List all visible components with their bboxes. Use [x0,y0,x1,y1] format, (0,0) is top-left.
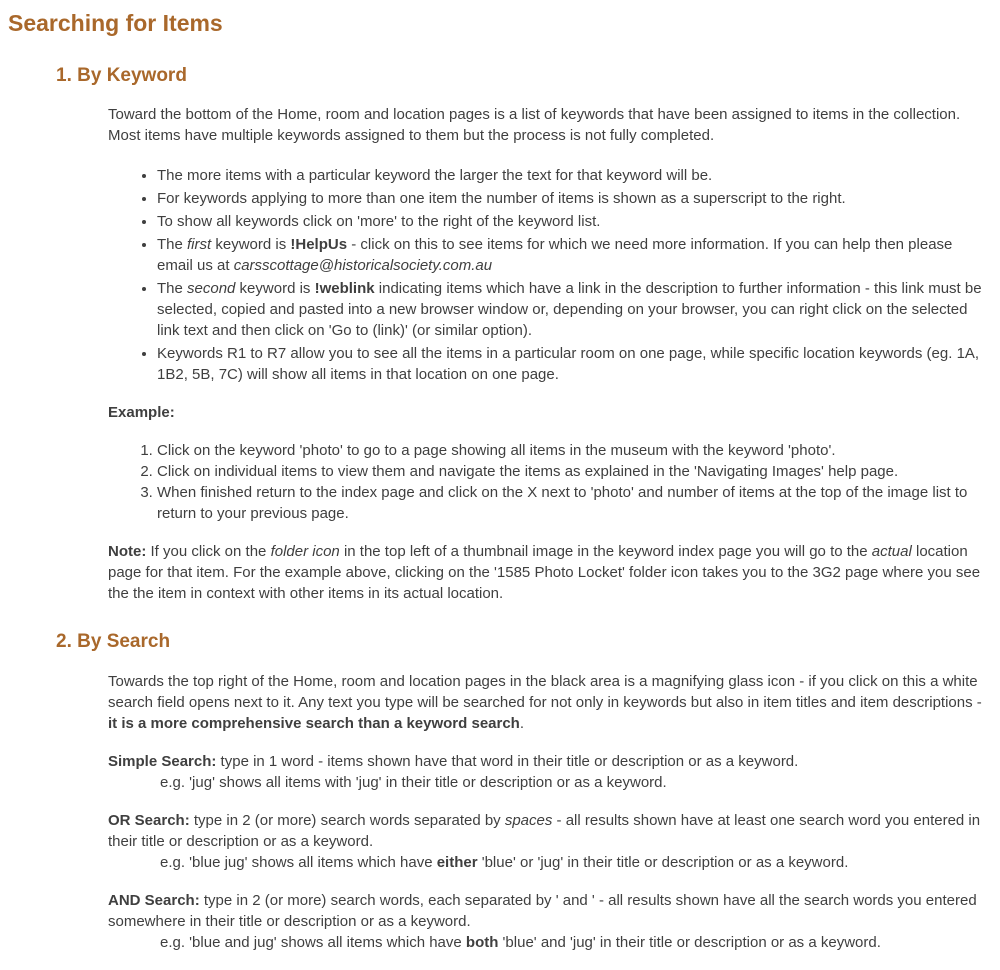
and-search-block [108,890,984,953]
section-heading-by-search: 2. By Search [56,631,171,653]
or-search-block [108,810,984,873]
list-item: 1. Click on the keyword 'photo' to go to a page showing all items in the museum with the keyword 'photo'. [157,440,984,461]
section-body-by-search [108,671,984,953]
example-label: Example: [108,404,175,422]
or-search-description: OR Search: type in 2 (or more) search words separated by spaces - all results shown have at least one search word you entered in their title or description or as a keyword. [108,812,981,851]
list-item: • The first keyword is !HelpUs - click on this to see items for which we need more information. If you can help then please email us at carsscottage@historicalsociety.com.au [157,234,984,276]
section-by-keyword [8,65,984,605]
section-heading-by-keyword: 1. By Keyword [56,64,187,86]
or-search-example: e.g. 'blue jug' shows all items which have either 'blue' or 'jug' in their title or description or as a keyword. [160,854,849,872]
list-item: • To show all keywords click on 'more' to the right of the keyword list. [157,211,984,232]
section-body-by-keyword [108,104,984,604]
and-search-description: AND Search: type in 2 (or more) search words, each separated by ' and ' - all results shown have all the search words you entered somewhere in their title or description or as a keyword. [108,892,977,931]
section-by-search [8,631,984,953]
simple-search-description: Simple Search: type in 1 word - items shown have that word in their title or description or as a keyword. [108,753,799,771]
keyword-bullet-list [108,165,984,385]
help-page [8,10,984,953]
list-item: 2. Click on individual items to view them and navigate the items as explained in the 'Navigating Images' help page. [157,461,984,482]
list-item: 3. When finished return to the index page and click on the X next to 'photo' and number of items at the top of the image list to return to your previous page. [157,482,984,524]
list-item: • The more items with a particular keyword the larger the text for that keyword will be. [157,165,984,186]
note-paragraph: Note: If you click on the folder icon in the top left of a thumbnail image in the keyword index page you will go to the actual location page for that item. For the example above, clicking on the '1585 Photo Locket' folder icon takes you to the 3G2 page where you see the the item in context with other items in its actual location. [108,543,981,603]
and-search-example: e.g. 'blue and jug' shows all items which have both 'blue' and 'jug' in their title or description or as a keyword. [160,934,881,952]
page-title: Searching for Items [8,10,223,36]
search-intro-paragraph: Towards the top right of the Home, room and location pages in the black area is a magnifying glass icon - if you click on this a white search field opens next to it. Any text you type will be searched for not only in keywords but also in item titles and item descriptions - it is a more comprehensive search than a keyword search. [108,673,982,733]
simple-search-block [108,751,984,793]
simple-search-example: e.g. 'jug' shows all items with 'jug' in their title or description or as a keyword. [160,774,667,792]
list-item: • The second keyword is !weblink indicating items which have a link in the description to further information - this link must be selected, copied and pasted into a new browser window or, depending on your browser, you can right click on the selected link text and then click on 'Go to (link)' (or similar option). [157,278,984,341]
list-item: • Keywords R1 to R7 allow you to see all the items in a particular room on one page, while specific location keywords (eg. 1A, 1B2, 5B, 7C) will show all items in that location on one page. [157,343,984,385]
example-step-list [108,440,984,524]
keyword-intro-paragraph: Toward the bottom of the Home, room and location pages is a list of keywords that have been assigned to items in the collection. Most items have multiple keywords assigned to them but the process is not fully completed. [108,106,961,145]
list-item: • For keywords applying to more than one item the number of items is shown as a superscript to the right. [157,188,984,209]
